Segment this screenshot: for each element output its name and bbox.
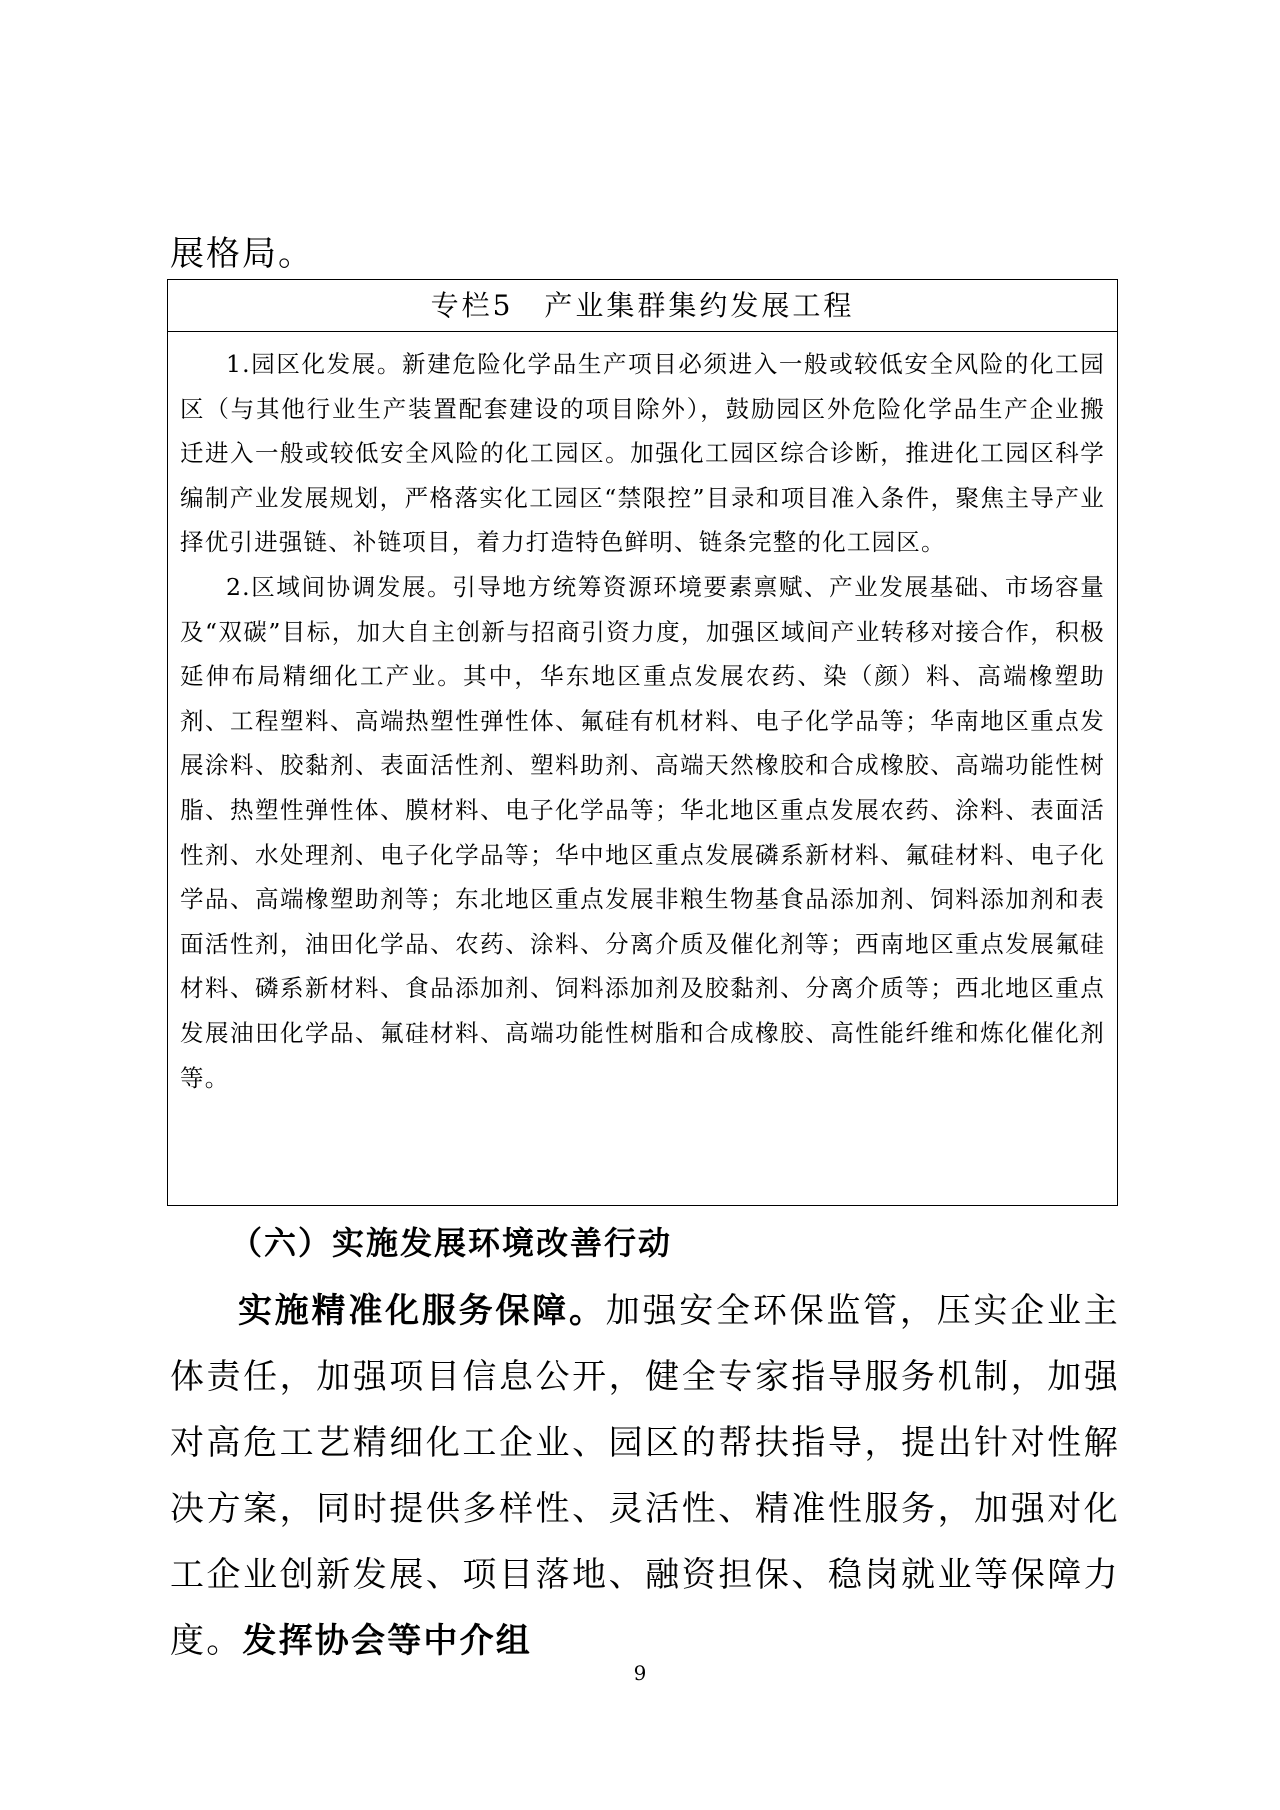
feature-box <box>167 279 1118 1206</box>
feature-item-2-lead: 2.区域间协调发展。 <box>226 572 453 601</box>
feature-box-body <box>168 332 1117 1100</box>
feature-item-1 <box>180 342 1105 565</box>
body-paragraph <box>170 1278 1120 1674</box>
feature-item-1-lead: 1.园区化发展。 <box>226 350 402 378</box>
paragraph-text: 加强安全环保监管，压实企业主体责任，加强项目信息公开，健全专家指导服务机制，加强对高危工艺精细化工企业、园区的帮扶指导，提出针对性解决方案，同时提供多样性、灵活性、精准性服务，加强对化工企业创新发展、项目落地、融资担保、稳岗就业等保障力度。 <box>170 1291 1120 1661</box>
continued-text: 展格局。 <box>170 234 314 274</box>
page-number: 9 <box>633 1661 647 1685</box>
feature-item-2-text: 引导地方统筹资源环境要素禀赋、产业发展基础、市场容量及“双碳”目标，加大自主创新与招商引资力度，加强区域间产业转移对接合作，积极延伸布局精细化工产业。其中，华东地区重点发展农药、染（颜）料、高端橡塑助剂、工程塑料、高端热塑性弹性体、氟硅有机材料、电子化学品等；华南地区重点发展涂料、胶黏剂、表面活性剂、塑料助剂、高端天然橡胶和合成橡胶、高端功能性树脂、热塑性弹性体、膜材料、电子化学品等；华北地区重点发展农药、涂料、表面活性剂、水处理剂、电子化学品等；华中地区重点发展磷系新材料、氟硅材料、电子化学品、高端橡塑助剂等；东北地区重点发展非粮生物基食品添加剂、饲料添加剂和表面活性剂，油田化学品、农药、涂料、分离介质及催化剂等；西南地区重点发展氟硅材料、磷系新材料、食品添加剂、饲料添加剂及胶黏剂、分离介质等；西北地区重点发展油田化学品、氟硅材料、高端功能性树脂和合成橡胶、高性能纤维和炼化催化剂等。 <box>180 572 1106 1092</box>
section-heading: （六）实施发展环境改善行动 <box>230 1224 673 1262</box>
feature-item-1-text: 新建危险化学品生产项目必须进入一般或较低安全风险的化工园区（与其他行业生产装置配套建设的项目除外），鼓励园区外危险化学品生产企业搬迁进入一般或较低安全风险的化工园区。加强化工园区综合诊断，推进化工园区科学编制产业发展规划，严格落实化工园区“禁限控”目录和项目准入条件，聚焦主导产业择优引进强链、补链项目，着力打造特色鲜明、链条完整的化工园区。 <box>180 350 1105 557</box>
paragraph-bold-tail: 发挥协会等中介组 <box>242 1621 533 1661</box>
feature-item-2 <box>180 565 1105 1100</box>
feature-box-title: 专栏5 产业集群集约发展工程 <box>168 280 1117 332</box>
paragraph-bold-lead: 实施精准化服务保障。 <box>238 1291 606 1331</box>
